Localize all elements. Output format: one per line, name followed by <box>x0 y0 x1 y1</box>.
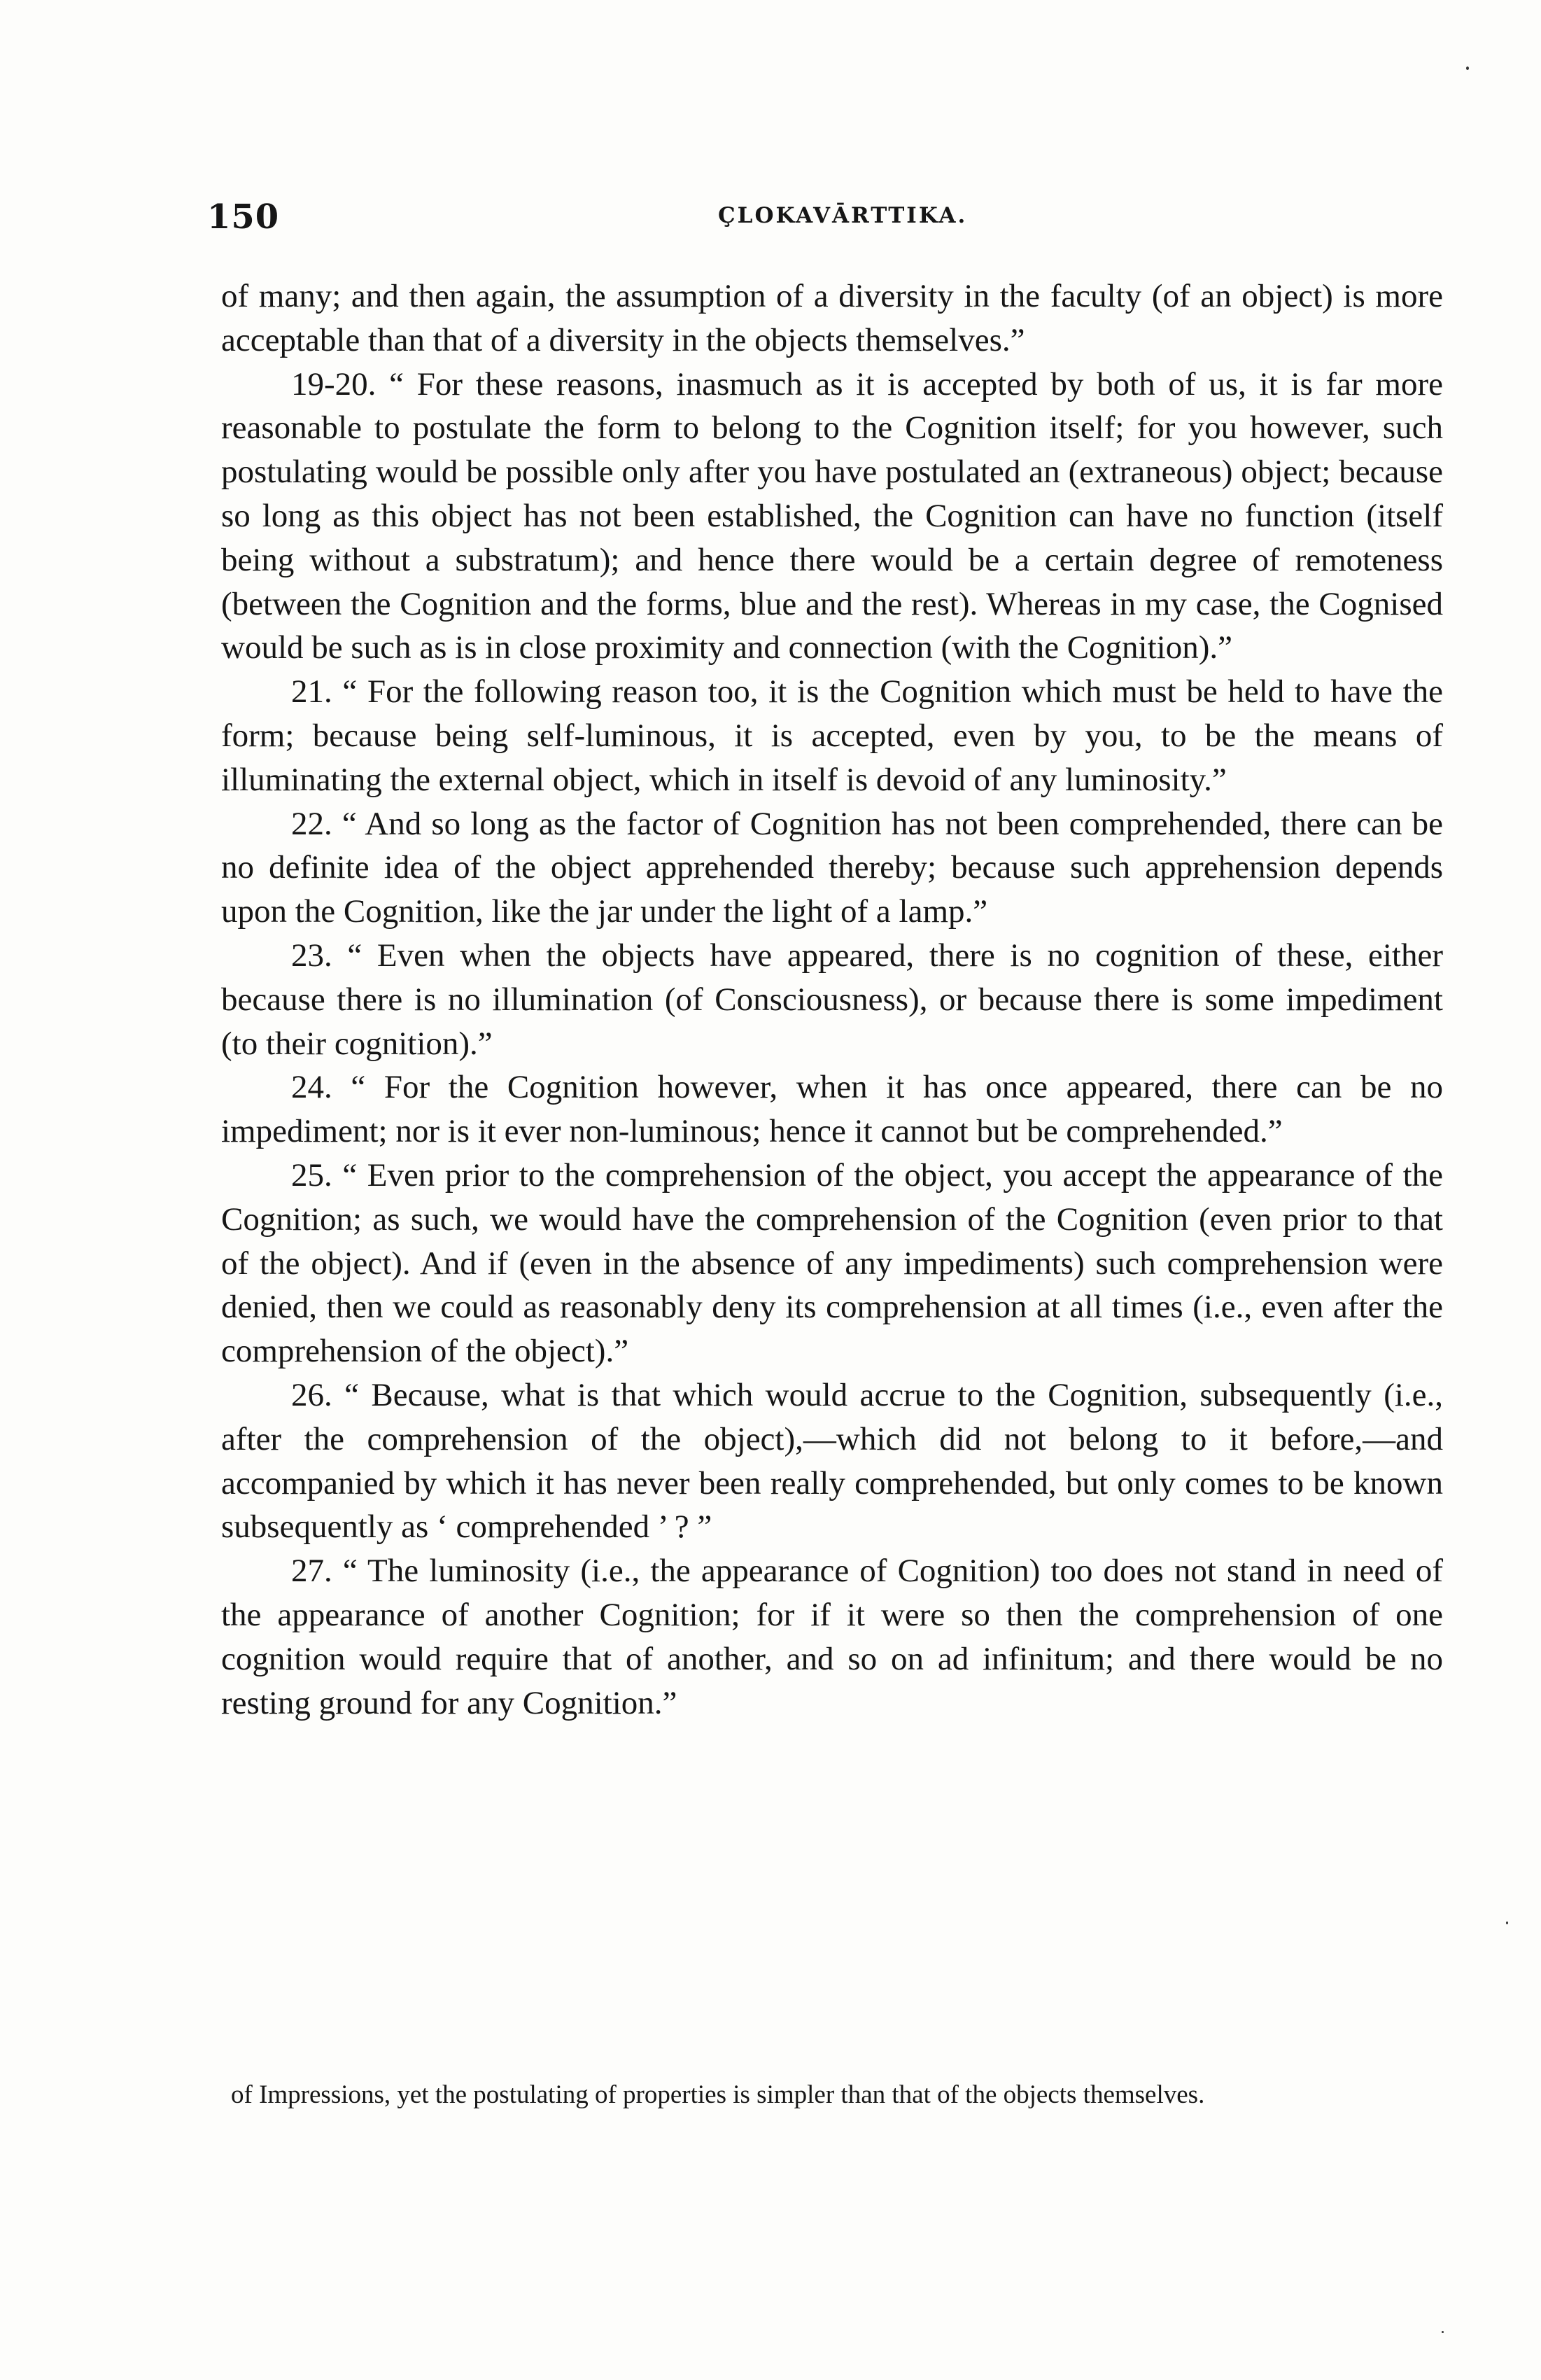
verse-paragraph-21 <box>221 670 1443 802</box>
verse-paragraph-25 <box>221 1154 1443 1373</box>
verse-number: 26. <box>291 1376 332 1413</box>
verse-number: 24. <box>291 1069 332 1106</box>
running-title: ÇLOKAVĀRTTIKA. <box>718 203 968 228</box>
verse-paragraph-22 <box>221 802 1443 934</box>
scan-speck <box>1442 2331 1444 2333</box>
verse-paragraph-24 <box>221 1065 1443 1154</box>
paragraph-text: “ Even when the objects have appeared, there is no cognition of these, either because there is no illumination (of Consciousness), or because there is some impediment (to their cognition).” <box>221 937 1444 1062</box>
paragraph-text: “ And so long as the factor of Cognition has not been comprehended, there can be no definite idea of the object apprehended thereby; because such apprehension depends upon the Cognition, like the jar under the light of a lamp.” <box>221 805 1444 930</box>
scan-speck <box>1466 66 1469 70</box>
paragraph-text: “ For the following reason too, it is the Cognition which must be held to have the form; because being self-luminous, it is accepted, even by you, to be the means of illuminating the external object, which in itself is devoid of any luminosity.” <box>221 673 1444 798</box>
paragraph-text: “ The luminosity (i.e., the appearance of Cognition) too does not stand in need of the appearance of another Cognition; for if it were so then the comprehension of one cognition would require that of another, and so on ad infinitum; and there would be no resting ground for any Cognition.” <box>221 1553 1444 1721</box>
footnote: of Impressions, yet the postulating of properties is simpler than that of the objects themselves. <box>231 2080 1205 2109</box>
verse-number: 25. <box>291 1156 332 1194</box>
verse-number: 19-20. <box>291 365 377 402</box>
page-number: 150 <box>207 197 280 237</box>
verse-paragraph-19-20 <box>221 363 1443 671</box>
verse-number: 22. <box>291 805 332 842</box>
verse-paragraph-27 <box>221 1549 1443 1725</box>
verse-number: 21. <box>291 673 332 710</box>
verse-number: 23. <box>291 937 332 974</box>
paragraph-text: “ Because, what is that which would accrue to the Cognition, subsequently (i.e., after the comprehension of the object),—which did not belong to it before,—and accompanied by which it has never been really comprehended, but only comes to be known subsequently as ‘ comprehended ’ ? ” <box>221 1376 1444 1546</box>
paragraph-text: of many; and then again, the assumption of a diversity in the faculty (of an object) is more acceptable than that of a diversity in the objects themselves.” <box>221 278 1443 358</box>
verse-number: 27. <box>291 1553 332 1590</box>
main-text <box>221 274 1443 1725</box>
verse-paragraph-26 <box>221 1373 1443 1549</box>
paragraph-continuation <box>221 274 1443 363</box>
paragraph-text: “ For these reasons, inasmuch as it is accepted by both of us, it is far more reasonable to postulate the form to belong to the Cognition itself; for you however, such postulating would be possible only after you have postulated an (extraneous) object; because so long as this object has not been established, the Cognition can have no function (itself being without a substratum); and hence there would be a certain degree of remoteness (between the Cognition and the forms, blue and the rest). Whereas in my case, the Cognised would be such as is in close proximity and connection (with the Cognition).” <box>221 365 1444 666</box>
verse-paragraph-23 <box>221 934 1443 1065</box>
scan-speck <box>1506 1921 1508 1924</box>
paragraph-text: “ For the Cognition however, when it has once appeared, there can be no impediment; nor is it ever non-luminous; hence it cannot but be comprehended.” <box>221 1069 1444 1150</box>
paragraph-text: “ Even prior to the comprehension of the object, you accept the appearance of the Cognition; as such, we would have the comprehension of the Cognition (even prior to that of the object). And if (even in the absence of any impediments) such comprehension were denied, then we could as reasonably deny its comprehension at all times (i.e., even after the comprehension of the object).” <box>221 1156 1444 1370</box>
page-header <box>207 197 1439 246</box>
